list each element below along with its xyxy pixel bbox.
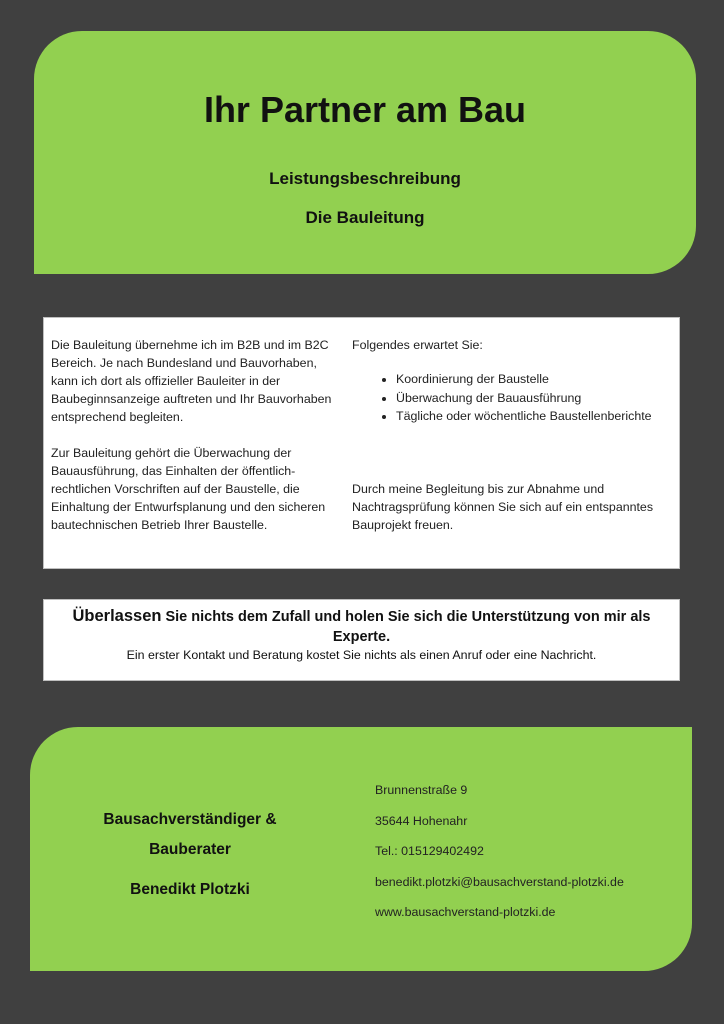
contact-panel [30, 727, 692, 971]
website-link[interactable]: www.bausachverstand-plotzki.de [375, 905, 556, 919]
contact-details [375, 775, 685, 928]
expectations-list [352, 370, 677, 426]
list-item: • Überwachung der Bauausführung [396, 389, 677, 408]
contact-identity [70, 805, 310, 905]
service-description-box [43, 317, 680, 569]
phone-number[interactable]: Tel.: 015129402492 [375, 844, 484, 858]
page-subtitle: Leistungsbeschreibung [269, 169, 461, 188]
cta-subline: Ein erster Kontakt und Beratung kostet Sie nichts als einen Anruf oder eine Nachricht. [126, 648, 597, 662]
role-line-2: Bauberater [149, 841, 231, 858]
call-to-action-box [43, 599, 680, 681]
role-line-1: Bausachverständiger & [103, 811, 277, 828]
contact-name: Benedikt Plotzki [130, 881, 250, 898]
list-item: • Koordinierung der Baustelle [396, 370, 677, 389]
closing-paragraph: Durch meine Begleitung bis zur Abnahme und Nachtragsprüfung können Sie sich auf ein entspanntes Bauprojekt freuen. [352, 482, 654, 532]
cta-headline [44, 600, 679, 647]
email-link[interactable]: benedikt.plotzki@bausachverstand-plotzki.de [375, 874, 624, 889]
address-street: Brunnenstraße 9 [375, 783, 468, 797]
expectations-intro: Folgendes erwartet Sie: [352, 338, 483, 352]
description-paragraph-2: Zur Bauleitung gehört die Überwachung der Bauausführung, das Einhalten der öffentlich-rechtlichen Vorschriften auf der Baustelle, die Einhaltung der Entwurfsplanung und den sicheren bautechnischen Betrieb Ihrer Baustelle. [51, 446, 326, 532]
list-item: • Tägliche oder wöchentliche Baustellenberichte [396, 407, 677, 426]
page-title: Ihr Partner am Bau [203, 89, 527, 130]
description-paragraph-1: Die Bauleitung übernehme ich im B2B und im B2C Bereich. Je nach Bundesland und Bauvorhaben, kann ich dort als offizieller Bauleiter in der Baubeginnsanzeige auftreten und Ihr Bauvorhaben entsprechend begleiten. [51, 338, 332, 424]
service-title: Die Bauleitung [305, 208, 425, 227]
header-panel [34, 31, 696, 274]
description-right-column [352, 336, 677, 532]
address-city: 35644 Hohenahr [375, 813, 468, 828]
cta-headline-text: Sie nichts dem Zufall und holen Sie sich die Unterstützung von mir als Experte. [161, 609, 651, 645]
description-left-column [51, 336, 343, 552]
cta-emphasis: Überlassen [72, 607, 162, 625]
